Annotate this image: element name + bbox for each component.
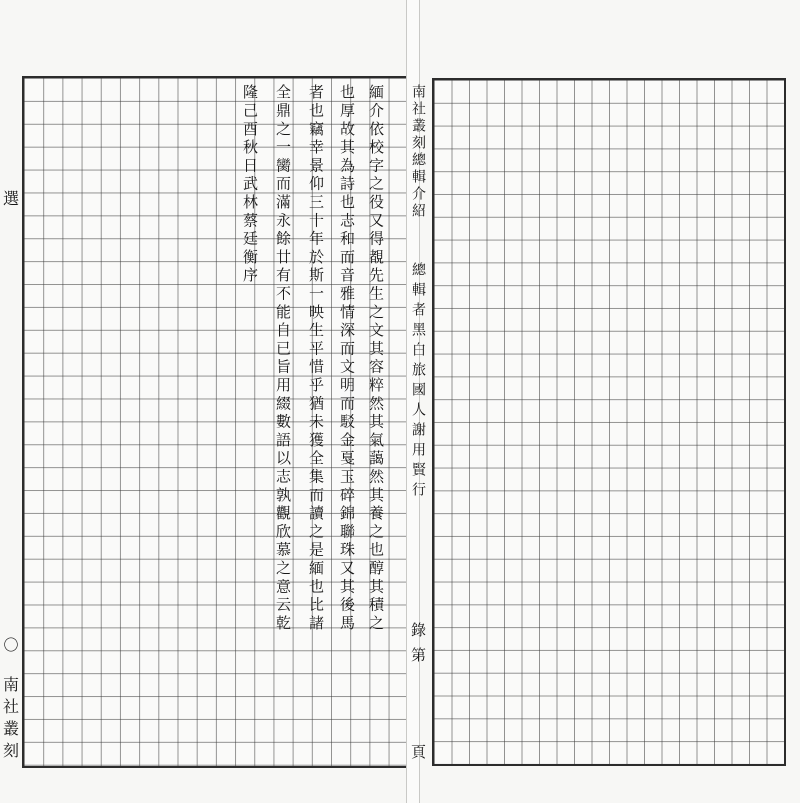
preface-column-2: 也厚故其為詩也志和而音雅情深而文明而駁金戛玉碎錦聯珠又其後馬: [338, 84, 356, 633]
gutter-header-bottom-a: 錄第: [409, 622, 427, 672]
imprint-char-1: 南: [2, 675, 19, 694]
imprint-char-4: 刻: [2, 741, 19, 760]
circle-mark: 〇: [3, 636, 19, 654]
gutter-header-bottom-b: 頁: [409, 744, 427, 763]
preface-column-4: 全鼎之一臠而滿永餘廿有不能自已旨用綴數語以志孰觀欣慕之意云乾: [274, 84, 292, 633]
gutter-header-top: 南社叢刻總輯介紹: [410, 84, 426, 220]
preface-column-5: 隆己酉秋日武林蔡廷衡序: [241, 84, 259, 286]
imprint-char-2: 社: [2, 697, 19, 716]
preface-column-1: 緬介依校字之役又得覩先生之文其容粹然其氣藹然其養之也醇其積之: [367, 84, 385, 633]
right-grid-sheet: [432, 78, 786, 766]
gutter-header-middle: 總輯者黑白旅國人謝用賢行: [410, 262, 426, 502]
section-char: 選: [2, 189, 19, 208]
imprint-char-3: 叢: [2, 719, 19, 738]
left-margin-strip: [0, 76, 24, 764]
preface-column-3: 者也竊幸景仰三十年於斯一映生平惜乎猶未獲全集而讀之是緬也比諸: [307, 84, 325, 633]
